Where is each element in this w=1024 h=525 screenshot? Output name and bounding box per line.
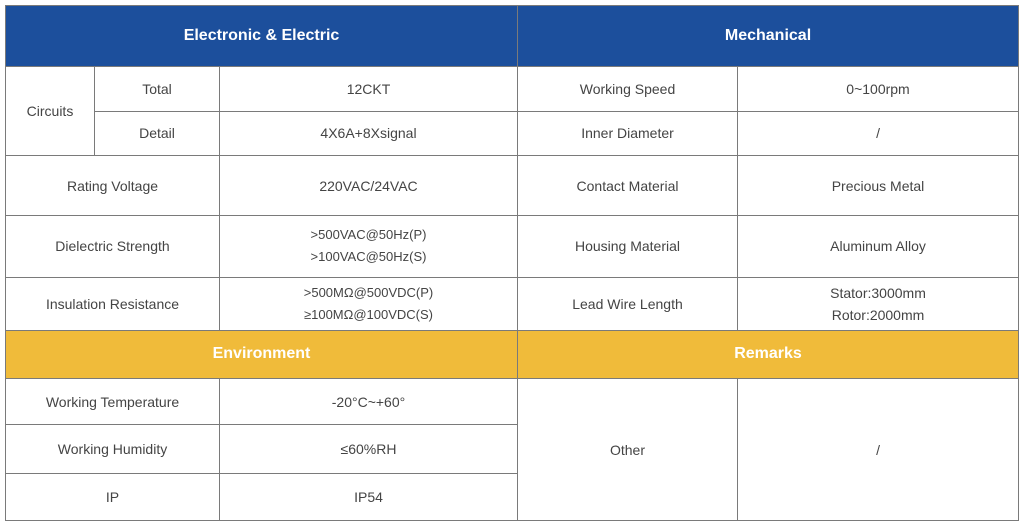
housing-material-label: Housing Material <box>518 216 738 277</box>
housing-material-value: Aluminum Alloy <box>738 216 1019 277</box>
table-row <box>6 216 1019 277</box>
working-speed-label: Working Speed <box>518 67 738 111</box>
inner-diameter-value: / <box>738 111 1019 155</box>
dielectric-secondary: >100VAC@50Hz(S) <box>310 249 427 265</box>
dielectric-primary: >500VAC@50Hz(P) <box>310 227 427 243</box>
remarks-header: Remarks <box>518 330 1019 378</box>
rating-voltage-label: Rating Voltage <box>6 155 220 215</box>
table-row <box>6 379 1019 425</box>
specification-table <box>5 5 1019 521</box>
working-humidity-label: Working Humidity <box>6 425 220 473</box>
lead-wire-stator: Stator:3000mm <box>830 284 926 301</box>
insulation-resistance-value <box>220 277 518 330</box>
insulation-resistance-label: Insulation Resistance <box>6 277 220 330</box>
rating-voltage-value: 220VAC/24VAC <box>220 155 518 215</box>
dielectric-strength-value <box>220 216 518 277</box>
circuits-label: Circuits <box>6 67 95 156</box>
working-speed-value: 0~100rpm <box>738 67 1019 111</box>
dielectric-strength-label: Dielectric Strength <box>6 216 220 277</box>
header-row-bottom <box>6 330 1019 378</box>
insulation-secondary: ≥100MΩ@100VDC(S) <box>303 306 434 322</box>
insulation-primary: >500MΩ@500VDC(P) <box>303 284 434 300</box>
mechanical-header: Mechanical <box>518 6 1019 67</box>
detail-label: Detail <box>95 111 220 155</box>
lead-wire-rotor: Rotor:2000mm <box>831 306 925 323</box>
total-value: 12CKT <box>220 67 518 111</box>
contact-material-label: Contact Material <box>518 155 738 215</box>
header-row-top <box>6 6 1019 67</box>
lead-wire-length-value <box>738 277 1019 330</box>
electronic-electric-header: Electronic & Electric <box>6 6 518 67</box>
total-label: Total <box>95 67 220 111</box>
inner-diameter-label: Inner Diameter <box>518 111 738 155</box>
ip-value: IP54 <box>220 473 518 520</box>
ip-label: IP <box>6 473 220 520</box>
working-temperature-label: Working Temperature <box>6 379 220 425</box>
detail-value: 4X6A+8Xsignal <box>220 111 518 155</box>
working-temperature-value: -20°C~+60° <box>220 379 518 425</box>
table-row <box>6 277 1019 330</box>
table-row <box>6 111 1019 155</box>
environment-header: Environment <box>6 330 518 378</box>
table-row <box>6 67 1019 111</box>
contact-material-value: Precious Metal <box>738 155 1019 215</box>
working-humidity-value: ≤60%RH <box>220 425 518 473</box>
table-row <box>6 155 1019 215</box>
other-value: / <box>738 379 1019 521</box>
lead-wire-length-label: Lead Wire Length <box>518 277 738 330</box>
other-label: Other <box>518 379 738 521</box>
